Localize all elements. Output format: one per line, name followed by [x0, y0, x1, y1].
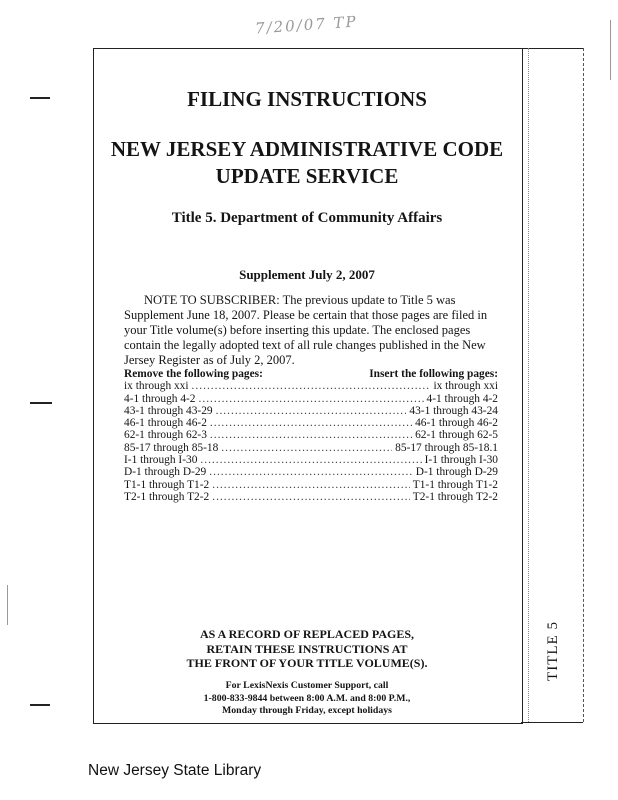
supplement-date: Supplement July 2, 2007	[239, 267, 375, 282]
dot-leader	[200, 454, 421, 466]
note-line: your Title volume(s) before inserting this update. The enclosed pages	[124, 323, 471, 337]
insert-range: ix through xxi	[433, 380, 498, 393]
customer-support-info	[93, 680, 521, 718]
left-margin-dash	[7, 585, 8, 625]
remove-range: D-1 through D-29	[124, 466, 207, 479]
page-title: FILING INSTRUCTIONS	[187, 87, 427, 111]
remove-header: Remove the following pages:	[124, 368, 263, 380]
right-margin-dash	[610, 20, 611, 80]
handwritten-annotation: 7/20/07 TP	[254, 12, 359, 38]
table-row	[124, 442, 498, 454]
table-row	[124, 380, 498, 392]
note-line: Jersey Register as of July 2, 2007.	[124, 353, 295, 367]
insert-range: 46-1 through 46-2	[415, 417, 498, 430]
insert-range: 43-1 through 43-24	[409, 404, 498, 417]
table-row	[124, 466, 498, 478]
insert-range: T2-1 through T2-2	[412, 490, 498, 503]
remove-range: 46-1 through 46-2	[124, 417, 207, 430]
remove-range: T1-1 through T1-2	[124, 478, 210, 491]
dot-leader	[192, 380, 431, 392]
record-instructions	[93, 627, 521, 671]
record-line: THE FRONT OF YOUR TITLE VOLUME(S).	[186, 656, 428, 670]
remove-range: 62-1 through 62-3	[124, 429, 207, 442]
insert-range: 4-1 through 4-2	[426, 392, 498, 405]
insert-range: 85-17 through 85-18.1	[395, 441, 498, 454]
subscriber-note	[124, 293, 498, 368]
note-line: contain the legally adopted text of all rule changes published in the New	[124, 338, 486, 352]
record-line: AS A RECORD OF REPLACED PAGES,	[199, 627, 415, 641]
tab-divider-line	[528, 48, 529, 722]
remove-range: I-1 through I-30	[124, 454, 198, 467]
table-row	[124, 393, 498, 405]
title-department: Title 5. Department of Community Affairs	[171, 210, 443, 226]
dot-leader	[212, 491, 410, 503]
table-row	[124, 491, 498, 503]
table-row	[124, 479, 498, 491]
dot-leader	[216, 405, 407, 417]
binder-hole-mark-middle	[30, 402, 52, 404]
remove-range: ix through xxi	[124, 380, 189, 393]
title-tab-label: TITLE 5	[545, 621, 561, 681]
dot-leader	[210, 417, 412, 429]
dot-leader	[199, 393, 424, 405]
subtitle-line: NEW JERSEY ADMINISTRATIVE CODE	[110, 137, 504, 161]
binder-hole-mark-bottom	[30, 704, 50, 706]
dot-leader	[210, 429, 412, 441]
insert-range: T1-1 through T1-2	[412, 478, 498, 491]
table-header	[124, 368, 498, 380]
support-line: For LexisNexis Customer Support, call	[225, 680, 389, 691]
dot-leader	[221, 442, 392, 454]
tab-strip-bottom-border	[521, 722, 583, 723]
insert-range: 62-1 through 62-5	[415, 429, 498, 442]
support-line: Monday through Friday, except holidays	[222, 705, 392, 716]
support-line: 1-800-833-9844 between 8:00 A.M. and 8:00 P.M.,	[203, 692, 411, 704]
table-row	[124, 417, 498, 429]
table-row	[124, 405, 498, 417]
insert-range: D-1 through D-29	[415, 466, 498, 479]
document-subtitle	[93, 136, 521, 190]
binder-hole-mark-top	[30, 97, 50, 99]
note-line: NOTE TO SUBSCRIBER: The previous update to Title 5 was	[144, 293, 456, 307]
insert-header: Insert the following pages:	[369, 368, 498, 380]
library-footer: New Jersey State Library	[88, 762, 262, 779]
subtitle-line: UPDATE SERVICE	[215, 164, 399, 188]
table-row	[124, 454, 498, 466]
page-replacement-table	[124, 368, 498, 503]
note-line: Supplement June 18, 2007. Please be certain that those pages are filed in	[124, 308, 488, 322]
insert-range: I-1 through I-30	[424, 454, 498, 467]
table-row	[124, 429, 498, 441]
tab-strip-top-border	[521, 48, 583, 49]
remove-range: 43-1 through 43-29	[124, 404, 213, 417]
dot-leader	[209, 466, 412, 478]
tab-edge-line	[583, 48, 584, 722]
remove-range: T2-1 through T2-2	[124, 490, 210, 503]
record-line: RETAIN THESE INSTRUCTIONS AT	[206, 641, 408, 656]
remove-range: 85-17 through 85-18	[124, 441, 219, 454]
dot-leader	[212, 479, 410, 491]
remove-range: 4-1 through 4-2	[124, 392, 196, 405]
